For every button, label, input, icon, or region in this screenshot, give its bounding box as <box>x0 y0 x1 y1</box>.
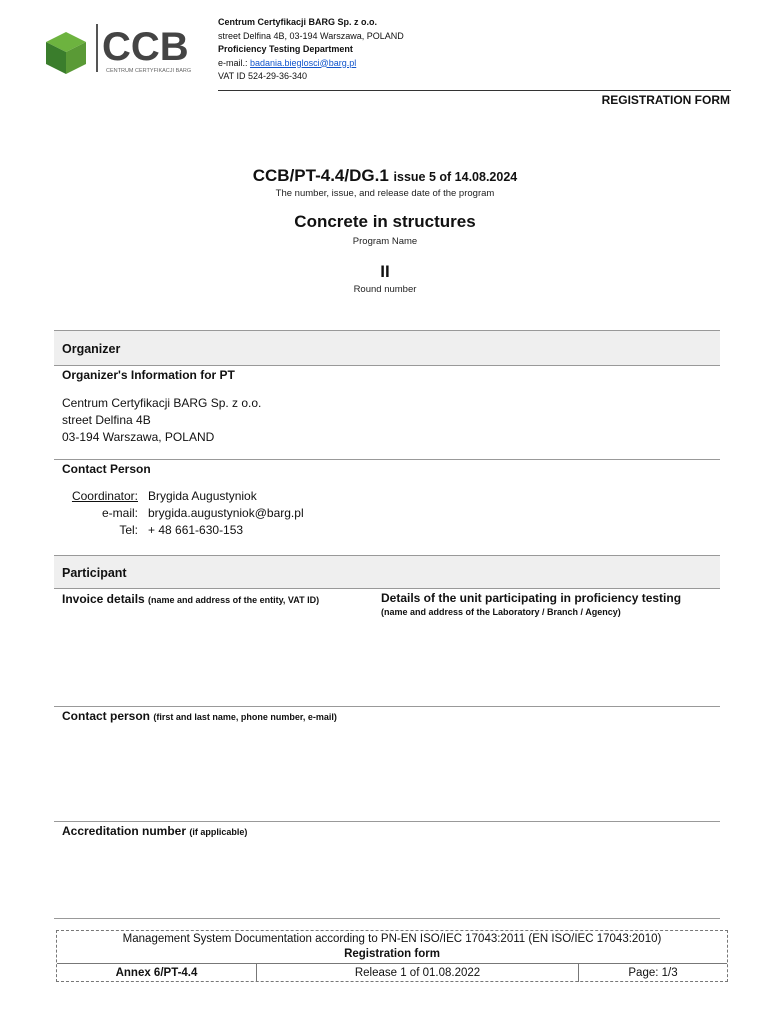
email-line: e-mail.: badania.bieglosci@barg.pl <box>218 57 357 68</box>
program-name-caption: Program Name <box>352 236 418 247</box>
divider <box>54 821 720 822</box>
contact-person-field[interactable] <box>62 728 718 818</box>
form-title: REGISTRATION FORM <box>601 93 730 107</box>
program-code-caption: The number, issue, and release date of the program <box>275 188 495 199</box>
program-code: CCB/PT-4.4/DG.1 <box>252 166 389 185</box>
round-number: II <box>380 262 390 281</box>
logo-subtext: CENTRUM CERTYFIKACJI BARG <box>106 68 192 74</box>
participant-band: Participant <box>54 555 720 589</box>
company-address: street Delfina 4B, 03-194 Warszawa, POLAND <box>218 30 404 41</box>
invoice-details-title: Invoice details (name and address of the entity, VAT ID) <box>62 592 320 606</box>
document-footer <box>56 930 728 982</box>
round-caption: Round number <box>353 284 417 295</box>
accreditation-title: Accreditation number (if applicable) <box>62 824 248 838</box>
contact-person-field-title: Contact person (first and last name, phone number, e-mail) <box>62 709 337 723</box>
header-divider <box>218 90 731 91</box>
footer-page: Page: 1/3 <box>628 967 678 979</box>
divider <box>54 918 720 919</box>
footer-release: Release 1 of 01.08.2022 <box>257 964 579 982</box>
unit-details-field[interactable] <box>381 625 719 703</box>
organizer-address: Centrum Certyfikacji BARG Sp. z o.o. street Delfina 4B 03-194 Warszawa, POLAND <box>62 396 262 444</box>
invoice-details-field[interactable] <box>62 615 362 703</box>
program-issue: issue 5 of 14.08.2024 <box>393 170 518 184</box>
department: Proficiency Testing Department <box>218 44 353 54</box>
accreditation-field[interactable] <box>62 843 718 913</box>
logo-text: CCB <box>102 25 189 69</box>
organizer-band: Organizer <box>54 330 720 366</box>
unit-details-title: Details of the unit participating in proficiency testing (name and address of the Laboratory / Branch / Agency) <box>381 591 682 617</box>
divider <box>54 706 720 707</box>
company-name: Centrum Certyfikacji BARG Sp. z o.o. <box>218 17 378 27</box>
contact-person-title: Contact Person <box>62 462 151 476</box>
coordinator-details: Coordinator: Brygida Augustyniok e-mail: brygida.augustyniok@barg.pl Tel: + 48 661-630-153 <box>71 489 304 537</box>
footer-annex: Annex 6/PT-4.4 <box>57 964 257 982</box>
ccb-logo <box>42 20 194 76</box>
vat-id: VAT ID 524-29-36-340 <box>218 71 308 81</box>
organizer-info-title: Organizer's Information for PT <box>62 368 235 382</box>
footer-standard: Management System Documentation according to PN-EN ISO/IEC 17043:2011 (EN ISO/IEC 17043:2010) <box>122 933 662 945</box>
program-name: Concrete in structures <box>294 212 476 231</box>
coordinator-phone: + 48 661-630-153 <box>148 523 244 537</box>
email-link[interactable]: badania.bieglosci@barg.pl <box>250 57 357 68</box>
divider <box>54 459 720 460</box>
company-header <box>218 16 404 84</box>
footer-doc-type: Registration form <box>344 948 440 960</box>
coordinator-email: brygida.augustyniok@barg.pl <box>148 506 304 520</box>
coordinator-name: Brygida Augustyniok <box>148 489 257 503</box>
program-code-line <box>0 166 770 186</box>
